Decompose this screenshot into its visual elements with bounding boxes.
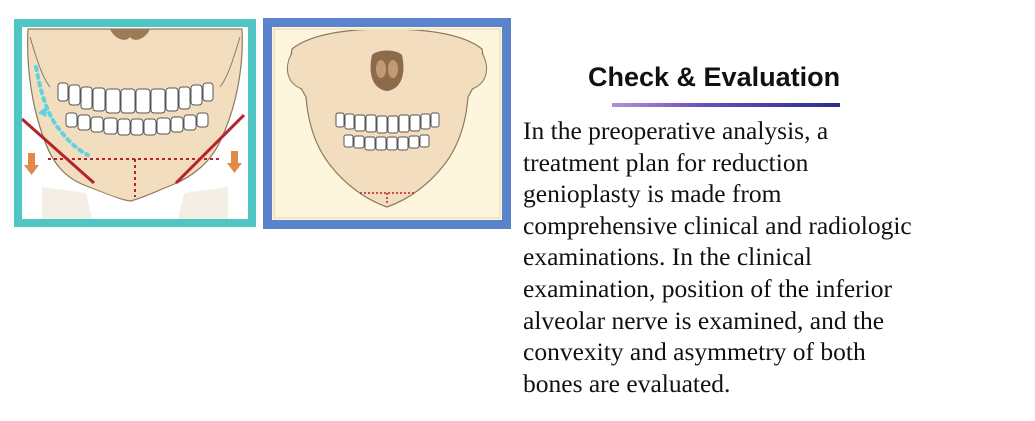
body-line: bones are evaluated. [523,368,731,398]
body-line: comprehensive clinical and radiologic [523,210,912,240]
body-line: convexity and asymmetry of both [523,337,866,367]
body-line: treatment plan for reduction [523,147,809,177]
nasal-highlight [388,60,398,78]
orange-down-arrow-icon-right [227,151,242,173]
jaw-reduction-plan-diagram [14,19,256,227]
heading-underline [612,103,840,107]
page-title: Check & Evaluation [588,62,841,92]
body-line: In the preoperative analysis, a [523,116,829,145]
nasal-highlight [376,60,386,78]
skull-illustration-left [22,27,248,219]
body-line: genioplasty is made from [523,179,782,209]
body-line: examinations. In the clinical [523,242,812,272]
orange-down-arrow-icon-left [24,153,39,175]
body-line: examination, position of the inferior [523,273,892,303]
body-paragraph [523,115,1028,399]
jaw-outcome-diagram [263,18,511,229]
body-line: alveolar nerve is examined, and the [523,305,885,335]
skull-illustration-right [272,27,502,220]
mandible-shape [28,29,243,201]
